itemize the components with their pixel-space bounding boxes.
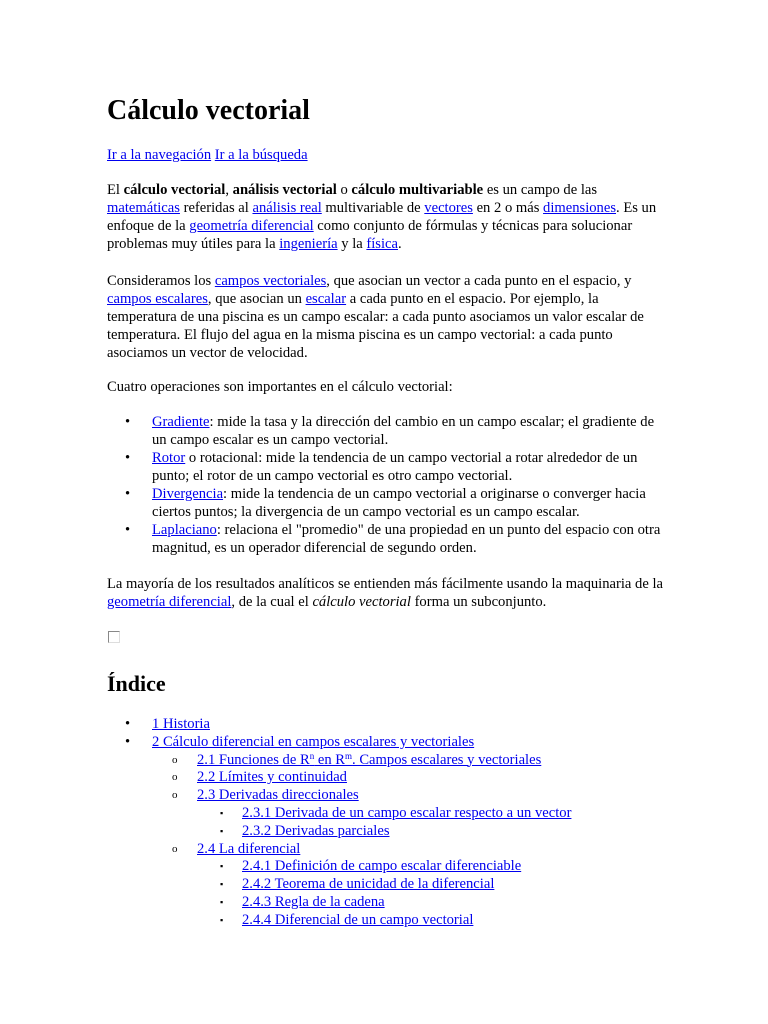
text: multivariable de (321, 200, 425, 216)
toc-heading: Índice (107, 671, 166, 696)
text: 2.1 Funciones de R (197, 751, 310, 768)
square-bullet-icon: ▪ (220, 914, 224, 925)
text: a cada punto en el espacio. Por ejemplo, la temperatura de una piscina es un campo escalar: a cada punto asociamos un valor escalar de temperatura. El flujo del agua en la misma piscina es un campo vectorial: a cada punto asociamos un vector de velocidad. (107, 291, 644, 361)
italic-term: cálculo vectorial (312, 594, 411, 610)
toc-link[interactable]: 2.2 Límites y continuidad (197, 769, 347, 786)
text: . Campos escalares y vectoriales (352, 751, 542, 768)
toc-item (107, 804, 667, 822)
toc-item (107, 786, 667, 804)
text: o (336, 182, 352, 198)
toc-link[interactable]: 2.4 La diferencial (197, 840, 301, 857)
toc-item (107, 733, 667, 751)
skip-to-navigation-link[interactable]: Ir a la navegación (107, 147, 212, 163)
toc-link[interactable]: 2.4.3 Regla de la cadena (242, 893, 385, 910)
toc-link[interactable] (197, 751, 541, 769)
link-laplaciano[interactable]: Laplaciano (152, 522, 217, 538)
circle-bullet-icon: o (172, 771, 178, 784)
link-escalar[interactable]: escalar (305, 291, 347, 307)
geometry-paragraph (107, 575, 667, 611)
toc-item (107, 893, 667, 911)
text: en 2 o más (472, 200, 544, 216)
text: , (225, 182, 233, 198)
toc-link[interactable]: 2.3 Derivadas direccionales (197, 787, 359, 804)
text: forma un subconjunto. (410, 594, 547, 610)
link-rotor[interactable]: Rotor (152, 450, 186, 466)
toc-item (107, 751, 667, 769)
toc-item (107, 875, 667, 893)
circle-bullet-icon: o (172, 753, 178, 766)
text: referidas al (179, 200, 253, 216)
list-item (107, 485, 667, 521)
link-matematicas[interactable]: matemáticas (107, 200, 180, 216)
operations-intro: Cuatro operaciones son importantes en el cálculo vectorial: (107, 379, 453, 395)
text: : relaciona el "promedio" de una propiedad en un punto del espacio con otra magnitud, es un operador diferencial de segundo orden. (152, 522, 661, 556)
toc-item (107, 822, 667, 840)
square-bullet-icon: ▪ (220, 879, 224, 890)
text: es un campo de las (483, 182, 598, 198)
list-item (107, 521, 667, 557)
text: El (107, 182, 124, 198)
page-title: Cálculo vectorial (107, 95, 310, 126)
list-item (107, 449, 667, 485)
link-fisica[interactable]: física (366, 236, 398, 252)
operations-list (107, 413, 667, 557)
text: : mide la tasa y la dirección del cambio en un campo escalar; el gradiente de un campo escalar es un campo vectorial. (152, 414, 655, 448)
square-bullet-icon: ▪ (220, 896, 224, 907)
circle-bullet-icon: o (172, 842, 178, 855)
list-item (107, 413, 667, 449)
toc-link[interactable]: 2.4.4 Diferencial de un campo vectorial (242, 911, 474, 928)
text: Consideramos los (107, 273, 215, 289)
fields-paragraph (107, 272, 667, 362)
text: como conjunto de fórmulas y técnicas para solucionar problemas muy útiles para la (107, 218, 633, 252)
text: , de la cual el (231, 594, 313, 610)
toc-item (107, 768, 667, 786)
toc-toggle[interactable] (107, 631, 667, 643)
table-of-contents (107, 715, 667, 929)
link-ingenieria[interactable]: ingeniería (279, 236, 338, 252)
bold-term: cálculo multivariable (351, 182, 484, 198)
bullet-icon: • (125, 716, 131, 732)
toc-item (107, 911, 667, 929)
text: : mide la tendencia de un campo vectorial a originarse o converger hacia ciertos puntos; la divergencia de un campo vectorial es un campo escalar. (152, 486, 646, 520)
toc-link[interactable]: 1 Historia (152, 716, 210, 732)
superscript: n (309, 750, 315, 761)
toc-item (107, 840, 667, 858)
text: y la (337, 236, 367, 252)
superscript: m (345, 750, 353, 761)
circle-bullet-icon: o (172, 789, 178, 802)
toc-item (107, 857, 667, 875)
toggle-checkbox[interactable] (108, 631, 120, 643)
bold-term: cálculo vectorial (123, 182, 226, 198)
square-bullet-icon: ▪ (220, 807, 224, 818)
link-analisis-real[interactable]: análisis real (252, 200, 322, 216)
bullet-icon: • (125, 733, 131, 750)
link-campos-vectoriales[interactable]: campos vectoriales (214, 273, 327, 289)
intro-paragraph (107, 181, 667, 253)
link-vectores[interactable]: vectores (424, 200, 473, 216)
link-gradiente[interactable]: Gradiente (152, 414, 210, 430)
link-campos-escalares[interactable]: campos escalares (107, 291, 208, 307)
square-bullet-icon: ▪ (220, 861, 224, 872)
toc-link[interactable]: 2.3.2 Derivadas parciales (242, 822, 390, 839)
toc-link[interactable]: 2.4.2 Teorema de unicidad de la diferencial (242, 876, 495, 893)
link-divergencia[interactable]: Divergencia (152, 486, 224, 502)
link-geometria-diferencial[interactable]: geometría diferencial (189, 218, 314, 234)
toc-link[interactable]: 2.4.1 Definición de campo escalar diferenciable (242, 858, 522, 875)
text: , que asocian un (207, 291, 306, 307)
link-geometria-diferencial-2[interactable]: geometría diferencial (107, 594, 232, 610)
text: en R (314, 751, 346, 768)
toc-link[interactable]: 2.3.1 Derivada de un campo escalar respecto a un vector (242, 804, 572, 821)
text: . (398, 236, 402, 252)
skip-to-search-link[interactable]: Ir a la búsqueda (214, 147, 308, 163)
text: o rotacional: mide la tendencia de un campo vectorial a rotar alrededor de un punto; el rotor de un campo vectorial es otro campo vectorial. (152, 450, 638, 484)
text: La mayoría de los resultados analíticos se entienden más fácilmente usando la maquinaria de la (107, 576, 663, 592)
toc-item (107, 715, 667, 733)
text: , que asocian un vector a cada punto en el espacio, y (326, 273, 632, 289)
text: . Es un enfoque de la (107, 200, 657, 234)
link-dimensiones[interactable]: dimensiones (543, 200, 617, 216)
skip-links (107, 146, 667, 164)
toc-link[interactable]: 2 Cálculo diferencial en campos escalares y vectoriales (152, 733, 475, 750)
square-bullet-icon: ▪ (220, 825, 224, 836)
bold-term: análisis vectorial (232, 182, 337, 198)
